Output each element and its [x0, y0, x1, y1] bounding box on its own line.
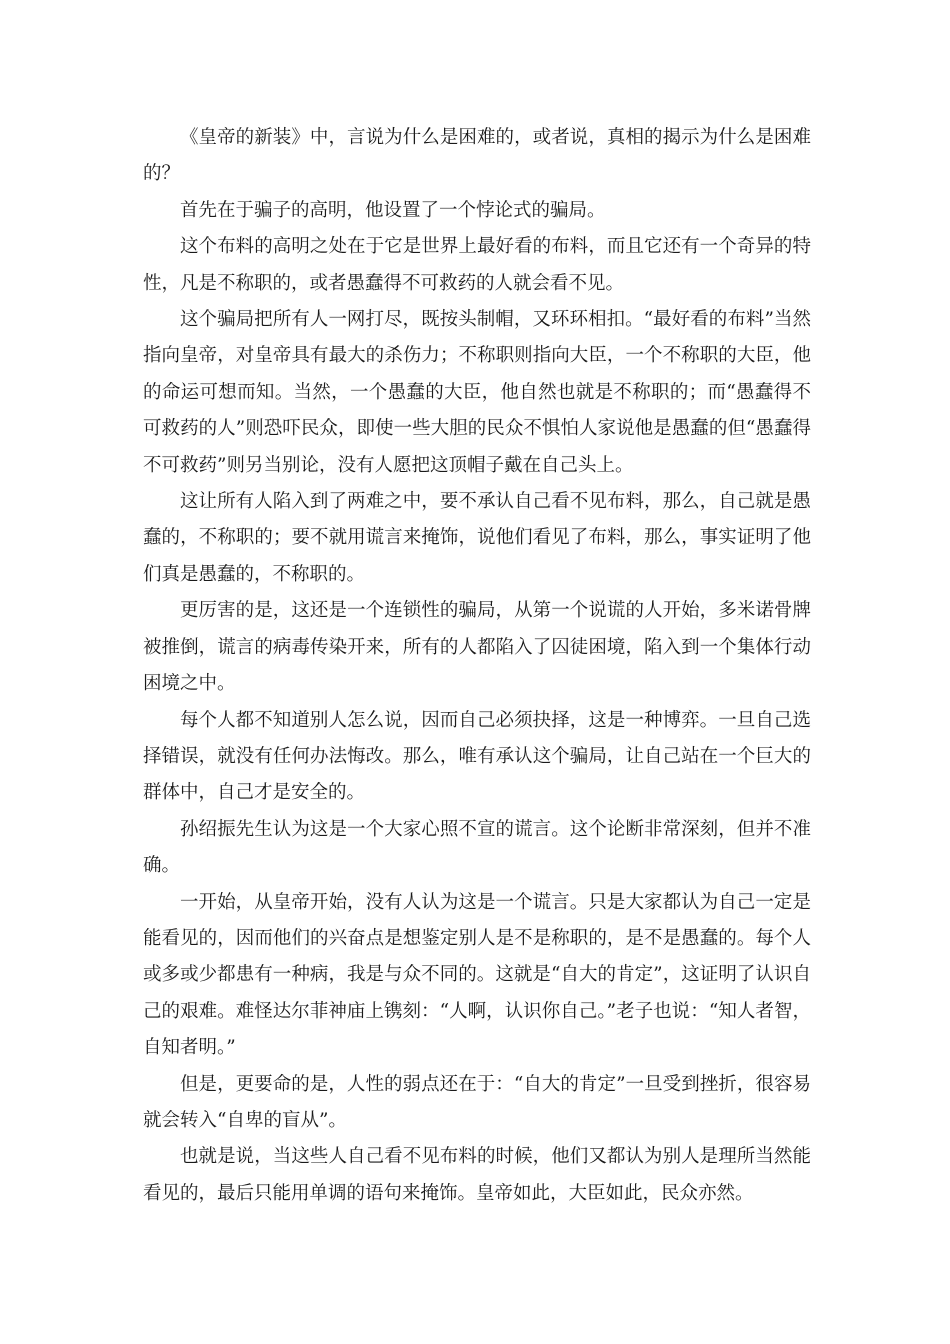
paragraph-7: 每个人都不知道别人怎么说，因而自己必须抉择，这是一种博弈。一旦自己选择错误，就没有任何办法悔改。那么，唯有承认这个骗局，让自己站在一个巨大的群体中，自己才是安全的。 — [143, 709, 811, 804]
paragraph-8: 孙绍振先生认为这是一个大家心照不宣的谎言。这个论断非常深刻，但并不准确。 — [143, 818, 811, 877]
paragraph-11: 也就是说，当这些人自己看不见布料的时候，他们又都认为别人是理所当然能看见的，最后只能用单调的语句来掩饰。皇帝如此，大臣如此，民众亦然。 — [143, 1146, 811, 1204]
paragraph-9: 一开始，从皇帝开始，没有人认为这是一个谎言。只是大家都认为自己一定是能看见的，因而他们的兴奋点是想鉴定别人是不是称职的，是不是愚蠢的。每个人或多或少都患有一种病，我是与众不同的。这就是“自大的肯定”，这证明了认识自己的艰难。难怪达尔菲神庙上镌刻：“人啊，认识你自己。”老子也说：“知人者智，自知者明。” — [143, 891, 811, 1059]
document-body — [143, 120, 811, 1212]
paragraph-3: 这个布料的高明之处在于它是世界上最好看的布料，而且它还有一个奇异的特性，凡是不称职的，或者愚蠢得不可救药的人就会看不见。 — [143, 236, 811, 294]
paragraph-6: 更厉害的是，这还是一个连锁性的骗局，从第一个说谎的人开始，多米诺骨牌被推倒，谎言的病毒传染开来，所有的人都陷入了囚徒困境，陷入到一个集体行动困境之中。 — [143, 600, 811, 695]
paragraph-1: 《皇帝的新装》中，言说为什么是困难的，或者说，真相的揭示为什么是困难的？ — [143, 127, 811, 185]
paragraph-2: 首先在于骗子的高明，他设置了一个悖论式的骗局。 — [180, 199, 606, 221]
paragraph-10: 但是，更要命的是，人性的弱点还在于：“自大的肯定”一旦受到挫折，很容易就会转入“自卑的盲从”。 — [143, 1073, 811, 1131]
paragraph-4: 这个骗局把所有人一网打尽，既按头制帽，又环环相扣。“最好看的布料”当然指向皇帝，对皇帝具有最大的杀伤力；不称职则指向大臣，一个不称职的大臣，他的命运可想而知。当然，一个愚蠢的大臣，他自然也就是不称职的；而“愚蠢得不可救药的人”则恐吓民众，即使一些大胆的民众不惧怕人家说他是愚蠢的但“愚蠢得不可救药”则另当别论，没有人愿把这顶帽子戴在自己头上。 — [143, 309, 811, 476]
paragraph-5: 这让所有人陷入到了两难之中，要不承认自己看不见布料，那么，自己就是愚蠢的，不称职的；要不就用谎言来掩饰，说他们看见了布料，那么，事实证明了他们真是愚蠢的，不称职的。 — [143, 491, 811, 585]
